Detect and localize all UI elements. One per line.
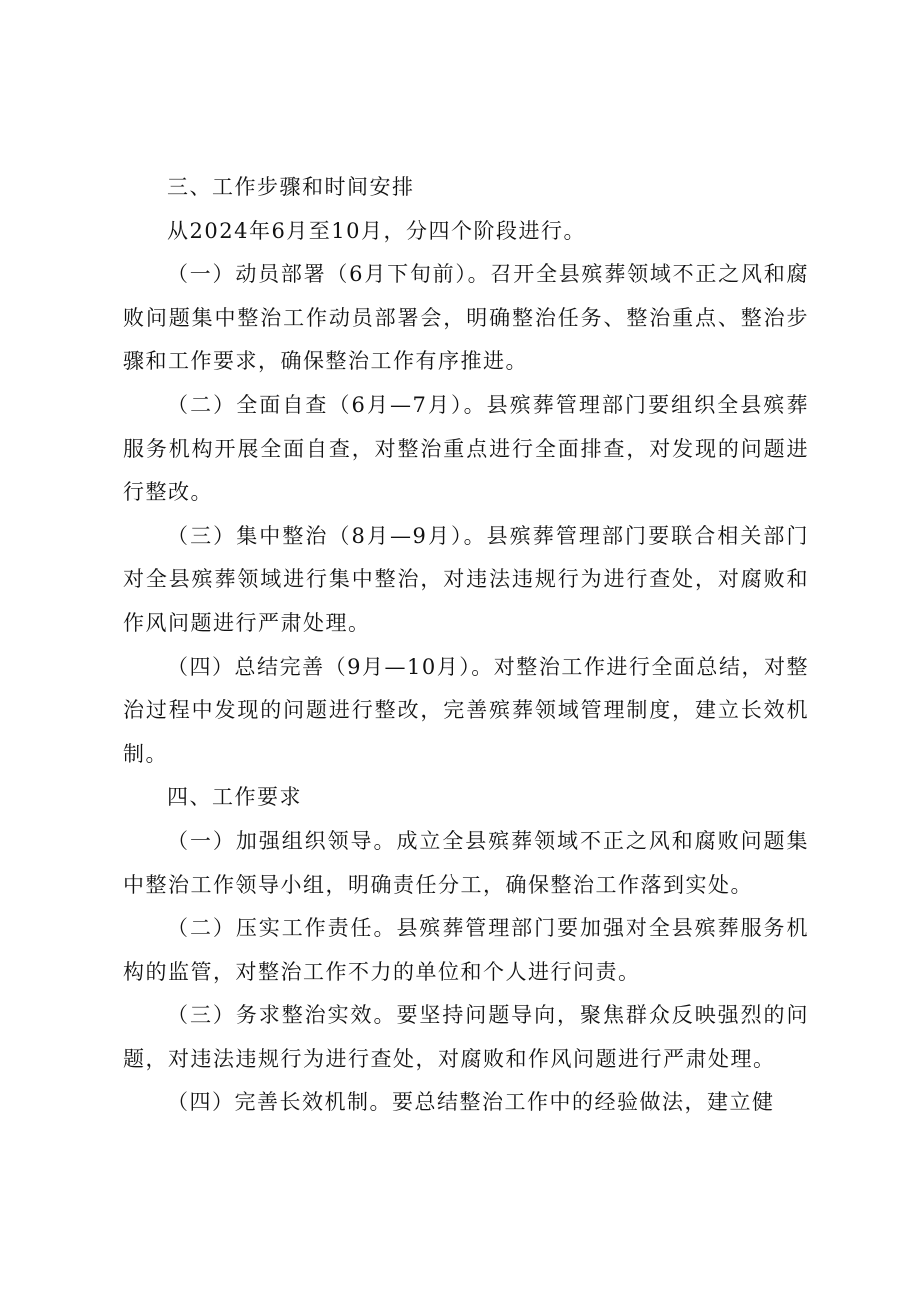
step-centralized-rectification: （三）集中整治（8月—9月）。县殡葬管理部门要联合相关部门对全县殡葬领域进行集中整治，对违法违规行为进行查处，对腐败和作风问题进行严肃处理。 [123, 523, 809, 635]
requirement-responsibility: （二）压实工作责任。县殡葬管理部门要加强对全县殡葬服务机构的监管，对整治工作不力的单位和个人进行问责。 [123, 916, 809, 984]
step-mobilization: （一）动员部署（6月下旬前）。召开全县殡葬领域不正之风和腐败问题集中整治工作动员部署会，明确整治任务、整治重点、整治步骤和工作要求，确保整治工作有序推进。 [123, 262, 809, 374]
section-four-heading: 四、工作要求 [167, 785, 302, 810]
step-self-inspection: （二）全面自查（6月—7月）。县殡葬管理部门要组织全县殡葬服务机构开展全面自查，对整治重点进行全面排查，对发现的问题进行整改。 [123, 392, 809, 505]
requirement-effectiveness: （三）务求整治实效。要坚持问题导向，聚焦群众反映强烈的问题，对违法违规行为进行查处，对腐败和作风问题进行严肃处理。 [123, 1003, 809, 1071]
requirement-long-term-mechanism: （四）完善长效机制。要总结整治工作中的经验做法，建立健 [167, 1090, 775, 1115]
section-three-heading: 三、工作步骤和时间安排 [167, 175, 415, 199]
requirement-organization-leadership: （一）加强组织领导。成立全县殡葬领域不正之风和腐败问题集中整治工作领导小组，明确责任分工，确保整治工作落到实处。 [123, 828, 809, 897]
document-body [123, 166, 809, 1125]
section-three-intro: 从2024年6月至10月，分四个阶段进行。 [167, 218, 587, 243]
step-summary-improvement: （四）总结完善（9月—10月）。对整治工作进行全面总结，对整治过程中发现的问题进行整改，完善殡葬领域管理制度，建立长效机制。 [123, 654, 809, 766]
